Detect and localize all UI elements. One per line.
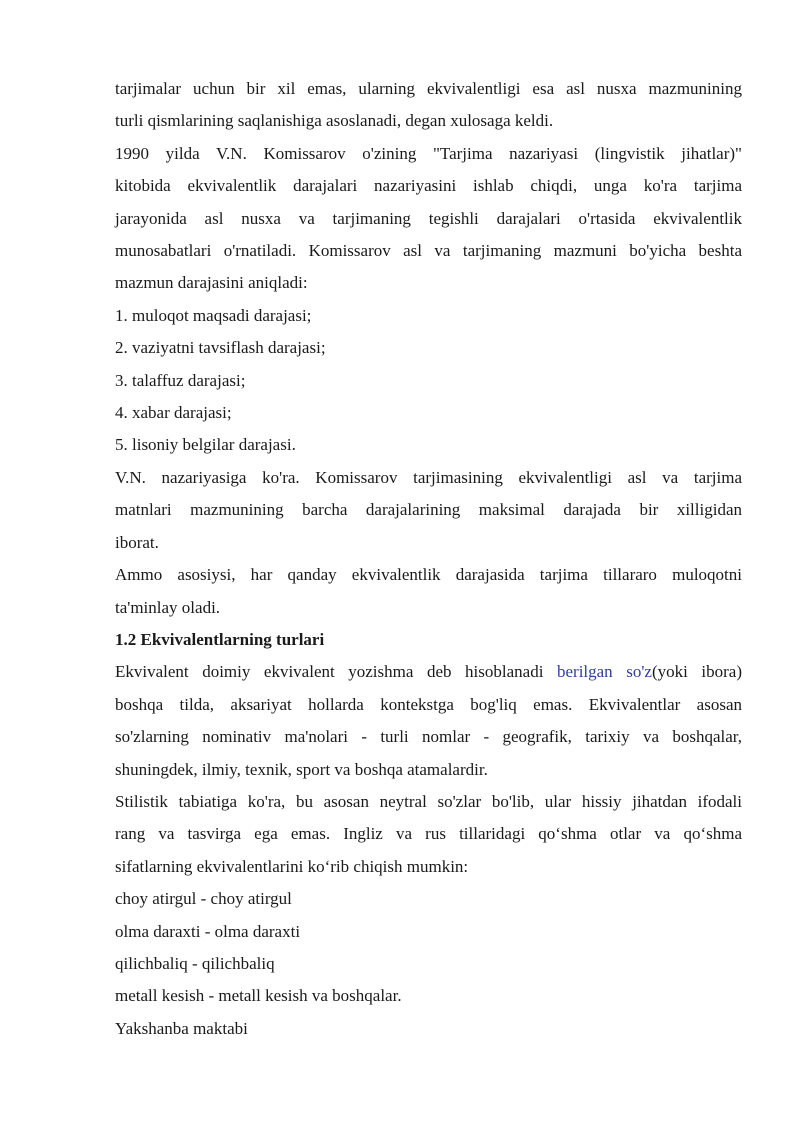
paragraph-6 [115, 786, 742, 883]
text-segment: (yoki ibora) [651, 662, 742, 682]
list-item: 3. talaffuz darajasi; [115, 370, 246, 390]
text-line: rang va tasvirga ega emas. Ingliz va rus tillaridagi qo‘shma otlar va qo‘shma [115, 824, 742, 844]
list-item: 1. muloqot maqsadi darajasi; [115, 305, 312, 325]
text-line: boshqa tilda, aksariyat hollarda kontekstga bog'liq emas. Ekvivalentlar asosan [115, 694, 742, 714]
text-line: ta'minlay oladi. [115, 597, 221, 617]
text-line: tarjimalar uchun bir xil emas, ularning ekvivalentligi esa asl nusxa mazmunining [115, 79, 742, 98]
text-line: V.N. nazariyasiga ko'ra. Komissarov tarjimasining ekvivalentligi asl va tarjima [115, 467, 742, 487]
document-page [115, 73, 742, 1045]
text-line: kitobida ekvivalentlik darajalari nazariyasini ishlab chiqdi, unga ko'ra tarjima [115, 176, 742, 196]
text-line [115, 656, 742, 688]
text-line: munosabatlari o'rnatiladi. Komissarov asl va tarjimaning mazmuni bo'yicha beshta [115, 241, 742, 261]
text-segment: Ekvivalent doimiy ekvivalent yozishma deb hisoblanadi [115, 662, 557, 682]
example-item: qilichbaliq - qilichbaliq [115, 953, 275, 973]
example-item: olma daraxti - olma daraxti [115, 921, 301, 941]
paragraph-4 [115, 559, 742, 624]
paragraph-3 [115, 462, 742, 559]
text-line: Ammo asosiysi, har qanday ekvivalentlik darajasida tarjima tillararo muloqotni [115, 565, 742, 585]
section-heading: 1.2 Ekvivalentlarning turlari [115, 629, 325, 649]
paragraph-2 [115, 138, 742, 300]
list-item: 2. vaziyatni tavsiflash darajasi; [115, 338, 326, 358]
example-item: metall kesish - metall kesish va boshqalar. [115, 986, 402, 1006]
text-line: so'zlarning nominativ ma'nolari - turli nomlar - geografik, tarixiy va boshqalar, [115, 727, 742, 747]
text-line: sifatlarning ekvivalentlarini ko‘rib chiqish mumkin: [115, 856, 469, 876]
examples-list [115, 883, 742, 1045]
text-line: iborat. [115, 532, 159, 552]
berilgan-soz-link[interactable]: berilgan so'z [556, 662, 652, 682]
example-item: choy atirgul - choy atirgul [115, 889, 292, 909]
example-item: Yakshanba maktabi [115, 1018, 248, 1038]
paragraph-1 [115, 73, 742, 138]
levels-list [115, 300, 742, 462]
paragraph-5 [115, 656, 742, 786]
text-line: shuningdek, ilmiy, texnik, sport va boshqa atamalardir. [115, 759, 488, 779]
text-line: 1990 yilda V.N. Komissarov o'zining "Tarjima nazariyasi (lingvistik jihatlar)" [115, 143, 742, 163]
text-line: turli qismlarining saqlanishiga asoslanadi, degan xulosaga keldi. [115, 111, 554, 131]
list-item: 4. xabar darajasi; [115, 403, 232, 423]
text-line: Stilistik tabiatiga ko'ra, bu asosan neytral so'zlar bo'lib, ular hissiy jihatdan ifodali [115, 791, 742, 811]
list-item: 5. lisoniy belgilar darajasi. [115, 435, 296, 455]
text-line: jarayonida asl nusxa va tarjimaning tegishli darajalari o'rtasida ekvivalentlik [115, 208, 742, 228]
text-line: matnlari mazmunining barcha darajalarining maksimal darajada bir xilligidan [115, 500, 742, 520]
text-line: mazmun darajasini aniqladi: [115, 273, 308, 293]
